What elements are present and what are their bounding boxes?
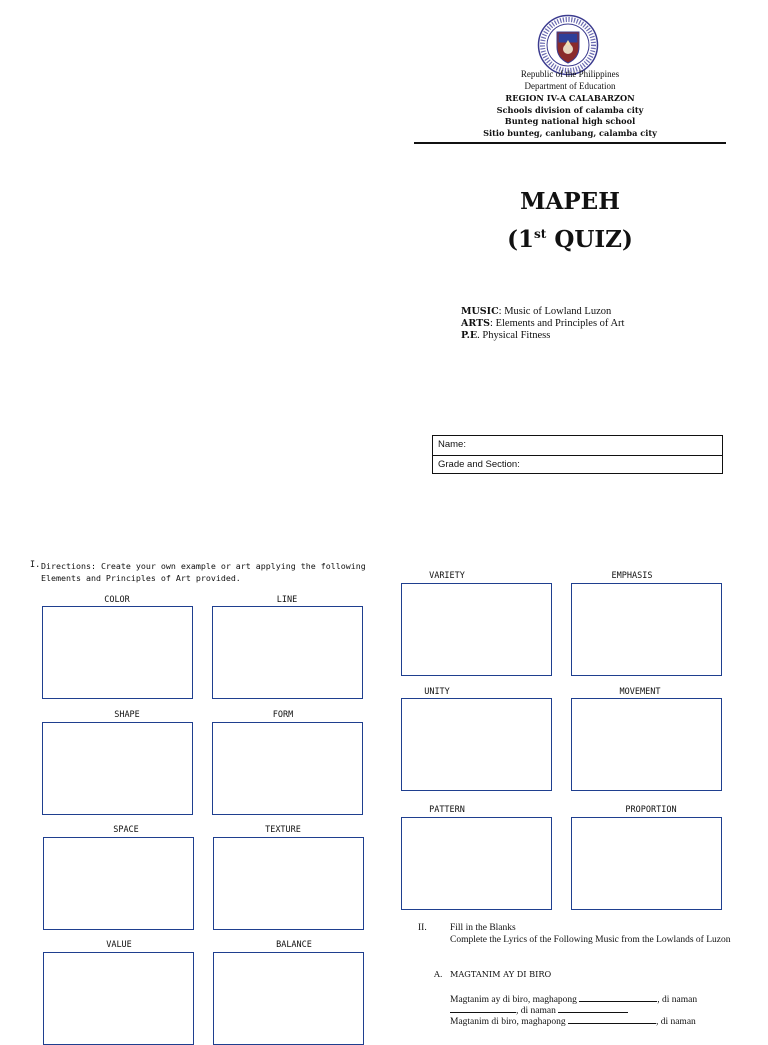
drawing-box-color[interactable] bbox=[42, 606, 193, 699]
lyric-line-2: , di naman bbox=[450, 1004, 750, 1017]
cell-label-variety: VARIETY bbox=[429, 571, 465, 581]
header-line: Department of Education bbox=[524, 81, 616, 91]
cell-label-shape: SHAPE bbox=[114, 710, 140, 720]
part1-number: I. bbox=[30, 560, 41, 570]
drawing-box-proportion[interactable] bbox=[571, 817, 722, 910]
deped-seal-icon bbox=[537, 14, 599, 76]
topic-music: MUSIC: Music of Lowland Luzon bbox=[461, 306, 612, 317]
page-title bbox=[414, 186, 726, 256]
header-address: Sitio bunteg, canlubang, calamba city bbox=[483, 128, 657, 138]
drawing-box-texture[interactable] bbox=[213, 837, 364, 930]
blank-3[interactable] bbox=[558, 1004, 628, 1013]
header-divider bbox=[414, 142, 726, 144]
cell-label-unity: UNITY bbox=[424, 687, 450, 697]
drawing-box-variety[interactable] bbox=[401, 583, 552, 676]
part2-title: Fill in the Blanks bbox=[450, 923, 516, 933]
drawing-box-unity[interactable] bbox=[401, 698, 552, 791]
cell-label-balance: BALANCE bbox=[276, 940, 312, 950]
drawing-box-balance[interactable] bbox=[213, 952, 364, 1045]
topic-pe: P.E. Physical Fitness bbox=[461, 330, 551, 341]
student-info-box bbox=[432, 435, 723, 474]
cell-label-form: FORM bbox=[272, 710, 294, 720]
cell-label-proportion: PROPORTION bbox=[625, 805, 677, 815]
cell-label-pattern: PATTERN bbox=[429, 805, 465, 815]
drawing-box-shape[interactable] bbox=[42, 722, 193, 815]
drawing-box-form[interactable] bbox=[212, 722, 363, 815]
header-region: REGION IV-A CALABARZON bbox=[505, 93, 635, 103]
cell-label-value: VALUE bbox=[106, 940, 132, 950]
header-line: Republic of the Philippines bbox=[520, 69, 620, 79]
drawing-box-movement[interactable] bbox=[571, 698, 722, 791]
blank-1[interactable] bbox=[579, 993, 657, 1002]
header-school: Bunteg national high school bbox=[504, 116, 636, 126]
header-division: Schools division of calamba city bbox=[496, 105, 644, 115]
name-field[interactable]: Name: bbox=[438, 439, 466, 450]
blank-4[interactable] bbox=[568, 1015, 656, 1024]
cell-label-texture: TEXTURE bbox=[265, 825, 301, 835]
topic-arts: ARTS: Elements and Principles of Art bbox=[461, 318, 625, 329]
cell-label-emphasis: EMPHASIS bbox=[611, 571, 653, 581]
drawing-box-pattern[interactable] bbox=[401, 817, 552, 910]
drawing-box-emphasis[interactable] bbox=[571, 583, 722, 676]
grade-section-field[interactable]: Grade and Section: bbox=[433, 455, 722, 474]
blank-2[interactable] bbox=[450, 1004, 516, 1013]
part1-directions: Directions: Create your own example or art applying the following Elements and Principles of Art provided. bbox=[41, 561, 366, 583]
cell-label-color: COLOR bbox=[104, 595, 130, 605]
cell-label-movement: MOVEMENT bbox=[619, 687, 661, 697]
drawing-box-space[interactable] bbox=[43, 837, 194, 930]
cell-label-space: SPACE bbox=[113, 825, 139, 835]
drawing-box-value[interactable] bbox=[43, 952, 194, 1045]
part2-number: II. bbox=[418, 923, 427, 933]
part2-instruction: Complete the Lyrics of the Following Music from the Lowlands of Luzon bbox=[450, 935, 731, 945]
cell-label-line: LINE bbox=[276, 595, 298, 605]
song-title: MAGTANIM AY DI BIRO bbox=[450, 969, 552, 979]
lyric-line-3: Magtanim di biro, maghapong , di naman bbox=[450, 1017, 696, 1027]
title-quiz: (1st QUIZ) bbox=[507, 226, 633, 253]
drawing-box-line[interactable] bbox=[212, 606, 363, 699]
song-letter: A. bbox=[434, 969, 443, 979]
lyric-line-1: Magtanim ay di biro, maghapong , di naman bbox=[450, 995, 698, 1005]
title-subject: MAPEH bbox=[520, 188, 620, 215]
